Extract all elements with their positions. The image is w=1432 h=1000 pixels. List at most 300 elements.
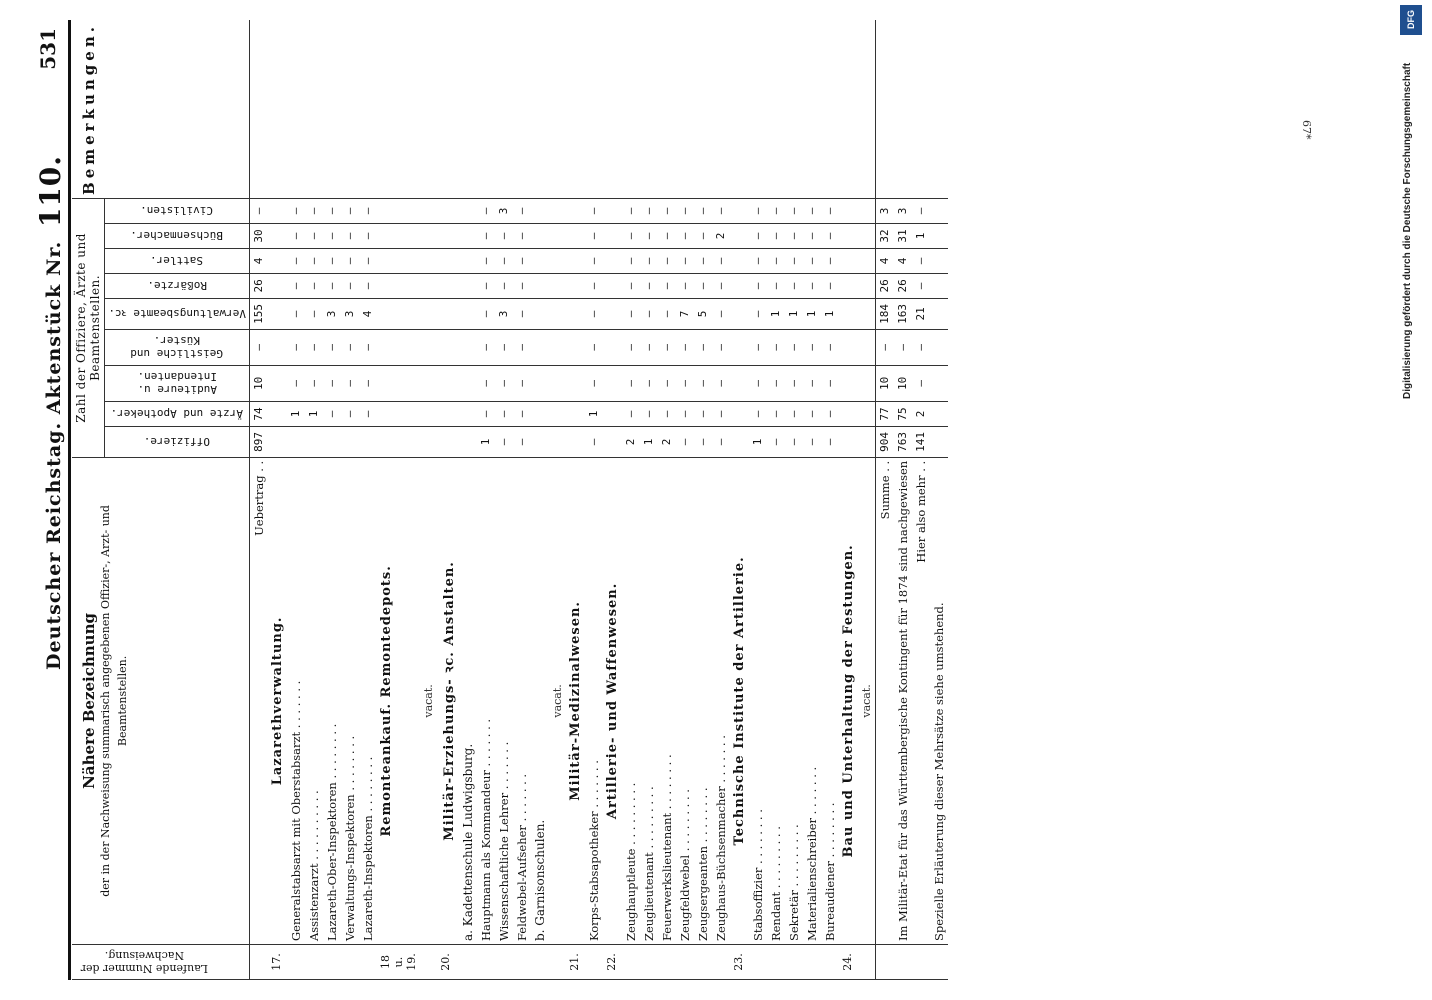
value-cell: —	[676, 248, 694, 273]
row-number	[250, 945, 269, 980]
value-cell	[377, 426, 420, 457]
value-cell: —	[305, 329, 323, 365]
value-cell	[930, 401, 948, 426]
value-cell: —	[749, 298, 767, 329]
value-cell: 163	[894, 298, 912, 329]
table-row	[603, 20, 622, 980]
value-cell	[730, 248, 749, 273]
value-cell: —	[287, 248, 305, 273]
row-label: b. Garnisonschulen.	[531, 457, 549, 944]
value-cell	[323, 426, 341, 457]
value-cell: —	[477, 329, 495, 365]
value-cell: —	[359, 199, 377, 224]
value-cell: —	[694, 273, 712, 298]
value-cell: —	[803, 401, 821, 426]
remarks-cell	[459, 20, 477, 199]
row-label: Summe . .	[876, 457, 895, 944]
row-number	[359, 945, 377, 980]
value-cell	[377, 223, 420, 248]
value-cell	[603, 223, 622, 248]
value-cell	[420, 273, 437, 298]
value-cell: —	[712, 199, 730, 224]
value-cell: —	[585, 329, 603, 365]
value-cell	[930, 199, 948, 224]
remarks-cell	[585, 20, 603, 199]
row-number: 21.	[566, 945, 585, 980]
row-number: 17.	[268, 945, 287, 980]
value-cell	[268, 426, 287, 457]
value-cell: —	[341, 401, 359, 426]
remarks-cell	[377, 20, 420, 199]
value-cell: —	[912, 329, 930, 365]
value-cell: —	[287, 223, 305, 248]
value-cell	[858, 329, 876, 365]
value-cell	[437, 273, 459, 298]
value-cell: —	[585, 248, 603, 273]
value-cell: 2	[658, 426, 676, 457]
table-row	[477, 20, 495, 980]
value-cell: —	[585, 223, 603, 248]
row-number	[694, 945, 712, 980]
personnel-table	[72, 20, 948, 980]
value-cell: —	[495, 329, 513, 365]
value-cell: —	[821, 248, 839, 273]
value-cell: —	[803, 365, 821, 401]
remarks-cell	[640, 20, 658, 199]
value-cell: —	[622, 273, 640, 298]
value-cell: —	[495, 223, 513, 248]
table-row	[359, 20, 377, 980]
table-row	[785, 20, 803, 980]
table-row	[513, 20, 531, 980]
remarks-cell	[912, 20, 930, 199]
table-row	[658, 20, 676, 980]
row-number: 22.	[603, 945, 622, 980]
remarks-cell	[287, 20, 305, 199]
value-cell: —	[640, 365, 658, 401]
value-cell: —	[658, 223, 676, 248]
value-cell	[268, 298, 287, 329]
col-desc-header	[72, 457, 250, 944]
row-label: Hauptmann als Kommandeur . . . . . . .	[477, 457, 495, 944]
value-cell	[566, 273, 585, 298]
value-cell: 897	[250, 426, 269, 457]
value-cell: —	[676, 365, 694, 401]
value-cell	[730, 401, 749, 426]
value-cell	[603, 365, 622, 401]
row-number	[622, 945, 640, 980]
value-cell	[531, 273, 549, 298]
row-label: Uebertrag . .	[250, 457, 269, 944]
value-cell: —	[712, 365, 730, 401]
value-cell: —	[749, 223, 767, 248]
remarks-cell	[323, 20, 341, 199]
row-label: Generalstabsarzt mit Oberstabsarzt . . . . . . .	[287, 457, 305, 944]
value-cell	[858, 401, 876, 426]
value-cell	[437, 426, 459, 457]
table-row	[821, 20, 839, 980]
remarks-cell	[730, 20, 749, 199]
value-cell	[377, 401, 420, 426]
row-label: Zeugsergeanten . . . . . . . .	[694, 457, 712, 944]
value-cell: —	[749, 273, 767, 298]
remarks-cell	[767, 20, 785, 199]
value-cell: —	[749, 199, 767, 224]
value-cell: 4	[876, 248, 895, 273]
value-cell: 3	[876, 199, 895, 224]
value-cell	[268, 365, 287, 401]
value-cell: —	[821, 273, 839, 298]
col-label: Roßärzte.	[147, 279, 207, 293]
value-cell	[566, 248, 585, 273]
value-cell: —	[305, 223, 323, 248]
value-cell	[930, 426, 948, 457]
value-cell: 10	[894, 365, 912, 401]
table-row	[268, 20, 287, 980]
value-cell: —	[622, 199, 640, 224]
value-cell: —	[676, 426, 694, 457]
row-number: 23.	[730, 945, 749, 980]
remarks-cell	[305, 20, 323, 199]
row-number	[821, 945, 839, 980]
value-cell: —	[287, 199, 305, 224]
value-cell	[566, 223, 585, 248]
remarks-cell	[420, 20, 437, 199]
value-cell	[268, 199, 287, 224]
table-row	[549, 20, 566, 980]
row-number: 24.	[839, 945, 858, 980]
value-cell: 141	[912, 426, 930, 457]
remarks-cell	[359, 20, 377, 199]
value-cell: —	[785, 329, 803, 365]
table-row	[622, 20, 640, 980]
value-cell: 31	[894, 223, 912, 248]
value-cell	[420, 426, 437, 457]
remarks-cell	[513, 20, 531, 199]
remarks-cell	[495, 20, 513, 199]
table-row	[858, 20, 876, 980]
stamp-text: Digitalisierung gefördert durch die Deutsche Forschungsgemeinschaft	[1402, 62, 1413, 399]
value-cell	[566, 329, 585, 365]
value-cell: —	[803, 199, 821, 224]
remarks-cell	[712, 20, 730, 199]
row-number	[912, 945, 930, 980]
table-row	[377, 20, 420, 980]
row-label: Technische Institute der Artillerie.	[730, 457, 749, 944]
col-label: Verwaltungsbeamte ꝛc.	[108, 307, 246, 321]
value-cell: —	[785, 223, 803, 248]
value-cell: —	[323, 273, 341, 298]
row-number	[585, 945, 603, 980]
row-label: Materialienschreiber . . . . . . .	[803, 457, 821, 944]
value-cell	[730, 426, 749, 457]
value-cell: —	[305, 273, 323, 298]
value-cell: —	[359, 329, 377, 365]
row-number	[323, 945, 341, 980]
value-cell	[437, 199, 459, 224]
row-number	[513, 945, 531, 980]
value-cell: —	[622, 329, 640, 365]
value-cell: —	[767, 329, 785, 365]
value-cell	[377, 365, 420, 401]
value-cell: 3	[341, 298, 359, 329]
value-cell: —	[803, 426, 821, 457]
value-cell	[268, 248, 287, 273]
value-cell: —	[477, 273, 495, 298]
header-number: 110.	[34, 154, 67, 228]
value-cell: —	[323, 401, 341, 426]
value-cell	[839, 273, 858, 298]
row-label: Militär-Medizinalwesen.	[566, 457, 585, 944]
value-cell: —	[803, 329, 821, 365]
row-number	[712, 945, 730, 980]
value-cell: —	[694, 248, 712, 273]
remarks-cell	[531, 20, 549, 199]
col-remarks-header	[72, 20, 250, 199]
row-label: Lazareth-Ober-Inspektoren . . . . . . . .	[323, 457, 341, 944]
value-cell	[839, 401, 858, 426]
value-cell: —	[287, 273, 305, 298]
value-cell	[839, 426, 858, 457]
row-label: Feuerwerkslieutenant . . . . . . . .	[658, 457, 676, 944]
remarks-cell	[268, 20, 287, 199]
value-cell: —	[359, 273, 377, 298]
row-label: Feldwebel-Aufseher . . . . . . .	[513, 457, 531, 944]
value-cell: 26	[876, 273, 895, 298]
value-cell	[420, 298, 437, 329]
value-cell	[377, 298, 420, 329]
value-cell	[549, 365, 566, 401]
value-cell: —	[250, 199, 269, 224]
value-cell: —	[658, 329, 676, 365]
row-label: Lazareth-Inspektoren . . . . . . . .	[359, 457, 377, 944]
value-cell: —	[658, 199, 676, 224]
value-cell: —	[767, 199, 785, 224]
value-cell: 3	[495, 199, 513, 224]
value-cell	[549, 298, 566, 329]
row-number	[930, 945, 948, 980]
value-cell: —	[785, 248, 803, 273]
value-cell: —	[585, 298, 603, 329]
digitization-stamp	[1400, 5, 1424, 995]
value-cell: —	[712, 248, 730, 273]
value-cell	[437, 329, 459, 365]
value-cell: 7	[676, 298, 694, 329]
col-header	[105, 298, 250, 329]
value-cell	[930, 329, 948, 365]
value-cell	[459, 298, 477, 329]
remarks-cell	[250, 20, 269, 199]
value-cell: —	[712, 298, 730, 329]
value-cell: 2	[622, 426, 640, 457]
remarks-cell	[785, 20, 803, 199]
table-row	[585, 20, 603, 980]
value-cell: —	[821, 365, 839, 401]
value-cell	[420, 199, 437, 224]
row-label: Spezielle Erläuterung dieser Mehrsätze siehe umstehend.	[930, 457, 948, 944]
table-row	[876, 20, 895, 980]
table-row	[495, 20, 513, 980]
value-cell: 26	[894, 273, 912, 298]
col-header	[105, 365, 250, 401]
value-cell: —	[712, 273, 730, 298]
col-num-label: Laufende Nummer der Nachweisung.	[80, 949, 208, 976]
col-label: Auditeure u. Intendanten.	[137, 370, 217, 397]
value-cell	[730, 298, 749, 329]
value-cell: —	[640, 248, 658, 273]
value-cell: —	[658, 298, 676, 329]
value-cell: 4	[359, 298, 377, 329]
value-cell: —	[495, 401, 513, 426]
value-cell: —	[658, 365, 676, 401]
col-header	[105, 401, 250, 426]
value-cell	[437, 248, 459, 273]
value-cell	[268, 223, 287, 248]
value-cell	[459, 401, 477, 426]
row-number	[640, 945, 658, 980]
value-cell: —	[676, 401, 694, 426]
value-cell	[549, 426, 566, 457]
value-cell	[839, 248, 858, 273]
group-header: Zahl der Offiziere, Ärzte und Beamtenstellen.	[72, 199, 105, 458]
document-page	[20, 20, 1260, 980]
value-cell: 21	[912, 298, 930, 329]
header-title: Deutscher Reichstag. Aktenstück Nr.	[43, 240, 65, 670]
value-cell: —	[640, 199, 658, 224]
value-cell: —	[622, 248, 640, 273]
value-cell	[566, 426, 585, 457]
value-cell: —	[323, 223, 341, 248]
row-label: Bau und Unterhaltung der Festungen.	[839, 457, 858, 944]
value-cell	[858, 199, 876, 224]
value-cell: —	[359, 248, 377, 273]
value-cell	[420, 329, 437, 365]
col-header	[105, 273, 250, 298]
value-cell	[459, 199, 477, 224]
value-cell: —	[477, 248, 495, 273]
value-cell: —	[305, 199, 323, 224]
value-cell: —	[585, 365, 603, 401]
row-label: Zeugfeldwebel . . . . . . . . .	[676, 457, 694, 944]
value-cell	[287, 426, 305, 457]
value-cell	[549, 199, 566, 224]
value-cell: —	[749, 329, 767, 365]
value-cell: —	[323, 365, 341, 401]
value-cell: —	[513, 329, 531, 365]
row-number	[803, 945, 821, 980]
row-number	[531, 945, 549, 980]
value-cell: —	[287, 365, 305, 401]
value-cell	[549, 401, 566, 426]
value-cell: —	[694, 365, 712, 401]
value-cell	[437, 365, 459, 401]
row-number	[858, 945, 876, 980]
value-cell	[305, 426, 323, 457]
value-cell: 32	[876, 223, 895, 248]
value-cell	[341, 426, 359, 457]
row-number: 20.	[437, 945, 459, 980]
value-cell: —	[785, 426, 803, 457]
value-cell	[459, 273, 477, 298]
value-cell: —	[513, 248, 531, 273]
value-cell: —	[495, 365, 513, 401]
row-number	[495, 945, 513, 980]
remarks-cell	[894, 20, 912, 199]
row-label: Remonteankauf. Remontedepots.	[377, 457, 420, 944]
value-cell	[531, 223, 549, 248]
col-num-header	[72, 945, 250, 980]
row-label: Bureaudiener . . . . . . . .	[821, 457, 839, 944]
value-cell: —	[323, 199, 341, 224]
value-cell: —	[912, 365, 930, 401]
table-row	[676, 20, 694, 980]
remarks-cell	[549, 20, 566, 199]
value-cell	[603, 273, 622, 298]
value-cell: —	[477, 401, 495, 426]
remarks-cell	[603, 20, 622, 199]
value-cell: —	[513, 199, 531, 224]
value-cell: —	[712, 401, 730, 426]
value-cell: —	[250, 329, 269, 365]
table-row	[839, 20, 858, 980]
value-cell: —	[585, 273, 603, 298]
value-cell	[603, 426, 622, 457]
value-cell	[858, 426, 876, 457]
value-cell	[858, 298, 876, 329]
value-cell: 184	[876, 298, 895, 329]
value-cell	[730, 329, 749, 365]
value-cell	[459, 365, 477, 401]
value-cell: —	[513, 401, 531, 426]
value-cell	[930, 248, 948, 273]
value-cell: —	[513, 298, 531, 329]
col-desc-sub: der in der Nachweisung summarisch angegebenen Offizier-, Arzt- und Beamtenstellen.	[99, 505, 129, 897]
table-row	[341, 20, 359, 980]
row-label: Assistenzarzt . . . . . . . . . .	[305, 457, 323, 944]
value-cell: 1	[477, 426, 495, 457]
value-cell: —	[323, 329, 341, 365]
value-cell: —	[803, 223, 821, 248]
value-cell: —	[694, 329, 712, 365]
value-cell: —	[585, 199, 603, 224]
value-cell: 30	[250, 223, 269, 248]
value-cell: 1	[821, 298, 839, 329]
row-number	[459, 945, 477, 980]
value-cell: —	[341, 365, 359, 401]
value-cell	[730, 365, 749, 401]
table-body	[250, 20, 949, 980]
value-cell: 3	[894, 199, 912, 224]
value-cell	[420, 223, 437, 248]
value-cell	[268, 273, 287, 298]
value-cell: —	[749, 365, 767, 401]
value-cell: —	[359, 223, 377, 248]
value-cell: —	[341, 199, 359, 224]
value-cell	[377, 273, 420, 298]
col-remarks-label: Bemerkungen.	[80, 23, 98, 195]
sheet-mark: 67*	[1300, 120, 1313, 140]
value-cell: —	[640, 401, 658, 426]
value-cell: —	[477, 298, 495, 329]
row-number	[341, 945, 359, 980]
value-cell: —	[622, 365, 640, 401]
row-number	[767, 945, 785, 980]
value-cell: —	[640, 298, 658, 329]
row-number	[749, 945, 767, 980]
value-cell: 1	[749, 426, 767, 457]
value-cell	[839, 199, 858, 224]
value-cell: —	[513, 273, 531, 298]
